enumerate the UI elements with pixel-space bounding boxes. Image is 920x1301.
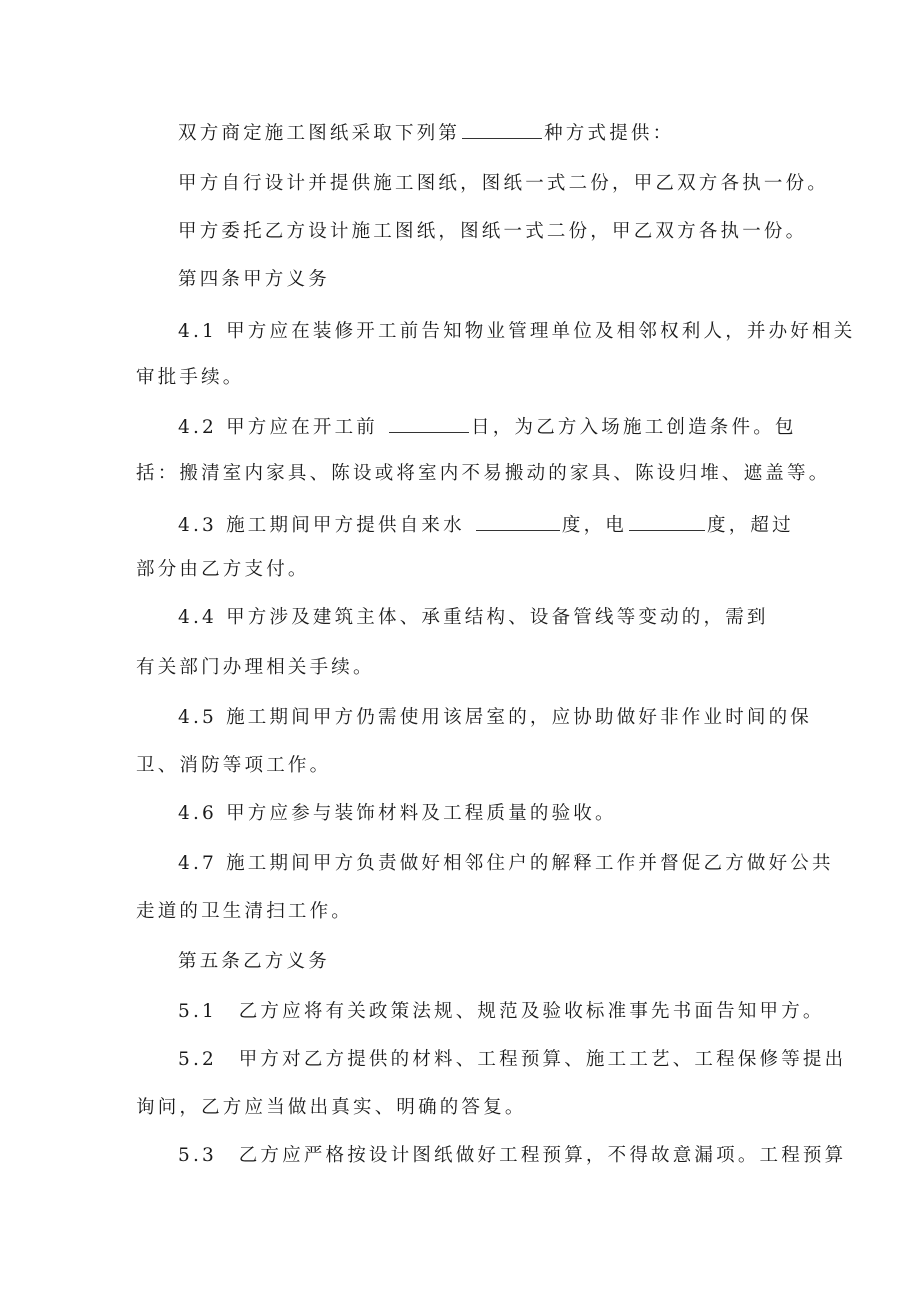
fill-in-blank	[389, 414, 469, 433]
text-segment: 日，为乙方入场施工创造条件。包	[471, 417, 797, 438]
text-segment: 4.2 甲方应在开工前	[178, 417, 388, 438]
section-heading: 第五条乙方义务	[178, 951, 330, 972]
text-segment: 双方商定施工图纸采取下列第	[178, 123, 461, 144]
text-line: 卫、消防等项工作。	[136, 755, 332, 776]
text-segment: 4.3 施工期间甲方提供自来水	[178, 515, 474, 536]
fill-in-blank	[476, 512, 560, 531]
text-line: 4.7 施工期间甲方负责做好相邻住户的解释工作并督促乙方做好公共	[178, 853, 834, 874]
text-line: 4.5 施工期间甲方仍需使用该居室的，应协助做好非作业时间的保	[178, 707, 813, 728]
text-segment: 度，电	[561, 515, 627, 536]
text-segment: 种方式提供：	[544, 123, 675, 144]
text-line: 部分由乙方支付。	[136, 559, 310, 580]
text-line	[178, 120, 674, 146]
text-line: 走道的卫生清扫工作。	[136, 901, 354, 922]
text-line: 询问，乙方应当做出真实、明确的答复。	[136, 1097, 527, 1118]
text-line: 括：搬清室内家具、陈设或将室内不易搬动的家具、陈设归堆、遮盖等。	[136, 463, 831, 484]
text-line	[178, 414, 797, 440]
text-line: 甲方委托乙方设计施工图纸，图纸一式二份，甲乙双方各执一份。	[178, 221, 808, 242]
text-line: 4.4 甲方涉及建筑主体、承重结构、设备管线等变动的，需到	[178, 607, 769, 628]
fill-in-blank	[462, 120, 542, 139]
text-line: 5.2 甲方对乙方提供的材料、工程预算、施工工艺、工程保修等提出	[178, 1049, 847, 1070]
section-heading: 第四条甲方义务	[178, 269, 330, 290]
text-line: 审批手续。	[136, 367, 245, 388]
text-segment: 度，超过	[707, 515, 794, 536]
text-line: 5.3 乙方应严格按设计图纸做好工程预算，不得故意漏项。工程预算	[178, 1145, 847, 1166]
text-line	[178, 512, 794, 538]
text-line: 4.6 甲方应参与装饰材料及工程质量的验收。	[178, 803, 617, 824]
text-line: 5.1 乙方应将有关政策法规、规范及验收标准事先书面告知甲方。	[178, 1001, 825, 1022]
text-line: 有关部门办理相关手续。	[136, 657, 375, 678]
fill-in-blank	[629, 512, 705, 531]
text-line: 4.1 甲方应在装修开工前告知物业管理单位及相邻权利人，并办好相关	[178, 321, 856, 342]
text-line: 甲方自行设计并提供施工图纸，图纸一式二份，甲乙双方各执一份。	[178, 173, 830, 194]
